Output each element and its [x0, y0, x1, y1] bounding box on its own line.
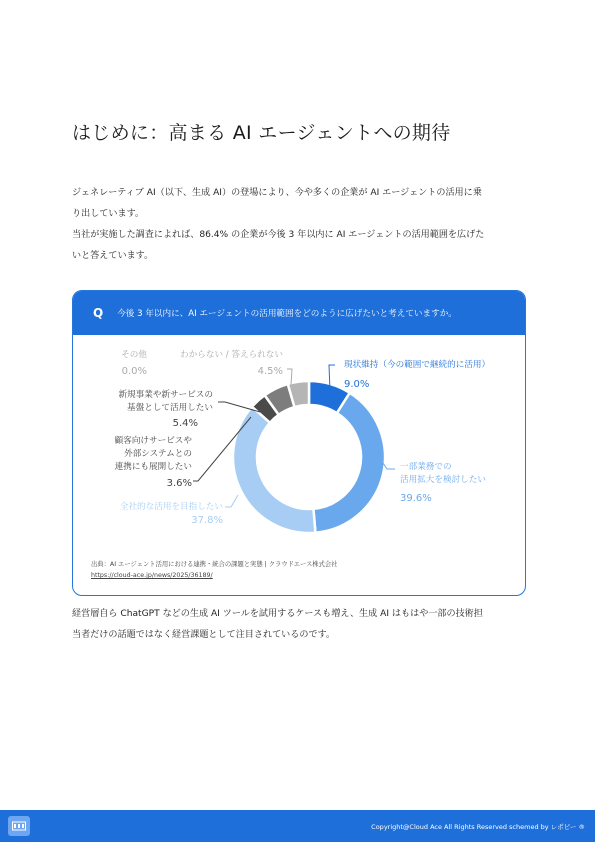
- closing-line: 経営層自ら ChatGPT などの生成 AI ツールを試用するケースも増え、生成 AI はもはや一部の技術担: [72, 609, 483, 619]
- source-citation: [91, 559, 337, 581]
- building-logo-icon: [8, 816, 30, 836]
- slice-category-label: 顧客向けサービスや外部システムとの連携にも展開したい: [114, 436, 192, 472]
- slice-value-label: 3.6%: [166, 478, 192, 489]
- slice-category-label: 一部業務での活用拡大を検討したい: [400, 462, 486, 485]
- page-footer: [0, 810, 595, 842]
- copyright-text: Copyright@Cloud Ace All Rights Reserved schemed by レポピー ®: [371, 822, 585, 831]
- slice-category-label: その他: [121, 350, 147, 360]
- survey-question-header: [73, 291, 525, 335]
- closing-line: 当者だけの話題ではなく経営課題として注目されているのです。: [72, 630, 335, 640]
- donut-chart: [73, 335, 526, 557]
- slice-value-label: 37.8%: [191, 515, 223, 526]
- slice-category-label: わからない / 答えられない: [180, 350, 283, 360]
- page-title: はじめに：高まる AI エージェントへの期待: [72, 122, 451, 144]
- leader-line: [225, 495, 238, 507]
- slice-value-label: 9.0%: [344, 379, 370, 390]
- slice-value-label: 4.5%: [257, 366, 283, 377]
- intro-line: ジェネレーティブ AI（以下、生成 AI）の登場により、今や多くの企業が AI エージェントの活用に乗: [72, 188, 482, 198]
- slice-category-label: 全社的な活用を目指したい: [119, 502, 223, 512]
- intro-line: 当社が実施した調査によれば、86.4% の企業が今後 3 年以内に AI エージェントの活用範囲を広げた: [72, 230, 485, 240]
- donut-slice: [313, 393, 385, 533]
- slice-value-label: 39.6%: [400, 493, 432, 504]
- slice-value-label: 5.4%: [172, 418, 198, 429]
- slice-value-label: 0.0%: [121, 366, 147, 377]
- intro-line: り出しています。: [72, 209, 145, 219]
- intro-line: いと答えています。: [72, 251, 154, 261]
- closing-paragraph: [72, 604, 527, 646]
- source-link[interactable]: https://cloud-ace.jp/news/2025/36189/: [91, 572, 213, 579]
- slice-category-label: 現状維持（今の範囲で継続的に活用）: [344, 360, 491, 370]
- intro-paragraph: [72, 183, 527, 267]
- source-label: 出典：AI エージェント活用における連携・統合の課題と実態 | クラウドエース株式会社: [91, 561, 338, 568]
- question-mark-label: Q: [93, 306, 104, 320]
- donut-slice: [233, 407, 315, 533]
- slice-category-label: 新規事業や新サービスの基盤として活用したい: [118, 390, 213, 413]
- survey-card: [72, 290, 526, 596]
- survey-question: 今後 3 年以内に、AI エージェントの活用範囲をどのように広げたいと考えていますか。: [117, 309, 457, 319]
